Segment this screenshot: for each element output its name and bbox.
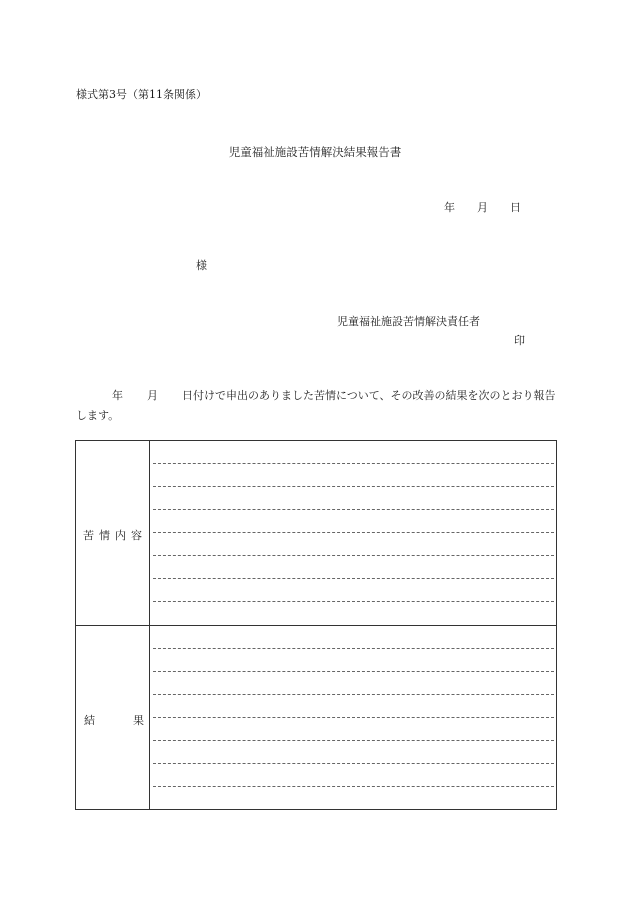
result-label-right: 果: [133, 714, 144, 727]
writing-line: [153, 740, 554, 741]
writing-line: [153, 532, 554, 533]
writing-line: [153, 555, 554, 556]
document-title: 児童福祉施設苦情解決結果報告書: [228, 145, 402, 159]
body-text: 日付けで申出のありました苦情について、その改善の結果を次のとおり報告します。: [76, 389, 556, 422]
report-table: [75, 440, 557, 810]
result-label: [76, 712, 150, 728]
writing-line: [153, 694, 554, 695]
writing-line: [153, 671, 554, 672]
writing-line: [153, 486, 554, 487]
writing-line: [153, 509, 554, 510]
date-month-label: 月: [477, 201, 488, 214]
sender-title: 児童福祉施設苦情解決責任者: [337, 315, 480, 328]
complaint-label-cell: [76, 441, 150, 625]
result-content-field[interactable]: [151, 626, 556, 809]
complaint-row: [76, 441, 556, 626]
result-label-cell: [76, 626, 150, 809]
date-day-label: 日: [510, 201, 521, 214]
writing-line: [153, 717, 554, 718]
writing-line: [153, 463, 554, 464]
date-line: [444, 199, 521, 215]
form-number: 様式第3号（第11条関係）: [76, 88, 207, 101]
result-row: [76, 626, 556, 809]
writing-line: [153, 648, 554, 649]
date-year-label: 年: [444, 201, 455, 214]
writing-line: [153, 763, 554, 764]
writing-line: [153, 786, 554, 787]
seal-label: 印: [514, 334, 525, 347]
result-label-left: 結: [84, 714, 95, 727]
body-paragraph: [76, 386, 556, 426]
body-year-label: 年: [112, 389, 123, 402]
writing-line: [153, 578, 554, 579]
complaint-content-field[interactable]: [151, 441, 556, 625]
addressee-suffix: 様: [196, 259, 207, 272]
writing-line: [153, 601, 554, 602]
complaint-label: 苦情内容: [83, 529, 147, 542]
body-month-label: 月: [147, 389, 158, 402]
